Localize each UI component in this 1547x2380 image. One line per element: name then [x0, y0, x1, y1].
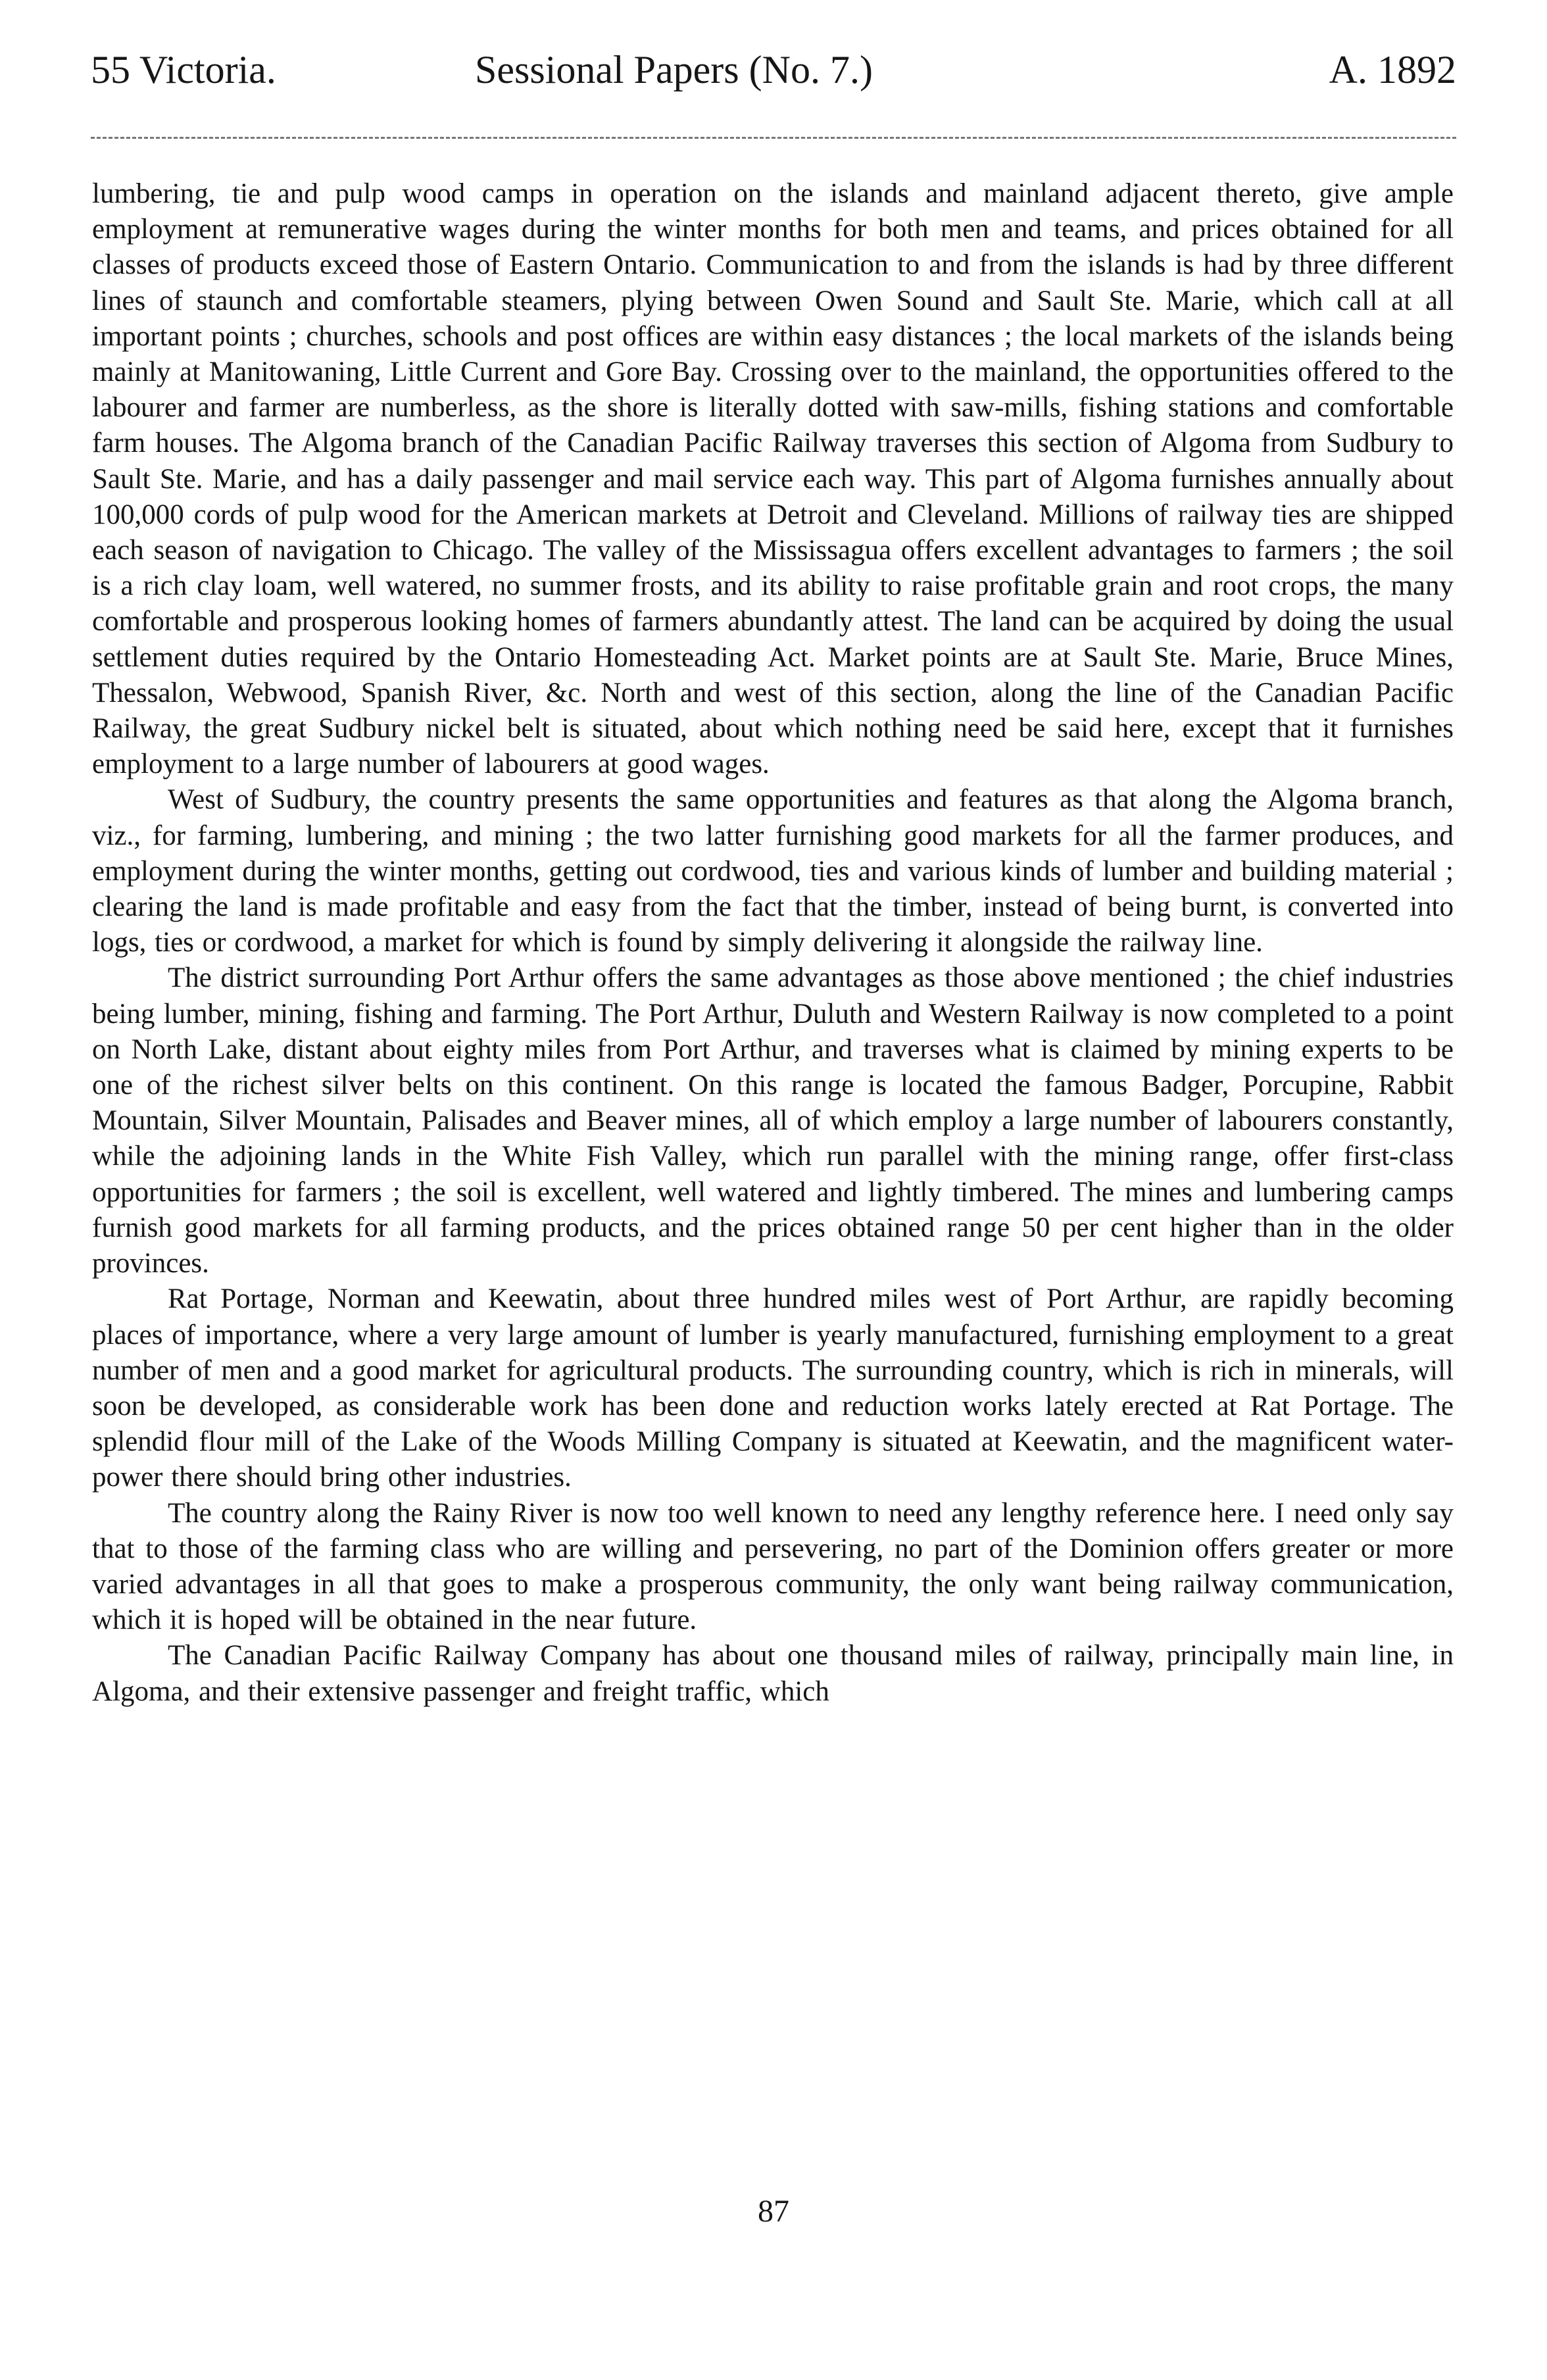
- header-sessional-papers: Sessional Papers (No. 7.): [475, 48, 873, 91]
- paragraph-canadian-pacific: The Canadian Pacific Railway Company has about one thousand miles of railway, principally main line, in Algoma, and their extensive passenger and freight traffic, which: [92, 1640, 1454, 1707]
- body-text: [92, 176, 1454, 1710]
- header-volume: 55 Victoria.: [91, 48, 276, 91]
- header-year: A. 1892: [1329, 48, 1456, 91]
- paragraph-continued: lumbering, tie and pulp wood camps in operation on the islands and mainland adjacent thereto, give ample employment at remunerative wages during the winter months for both men and teams, and prices obtained for all classes of products exceed those of Eastern Ontario. Communication to and from the islands is had by three different lines of staunch and comfortable steamers, plying between Owen Sound and Sault Ste. Marie, which call at all important points ; churches, schools and post offices are within easy distances ; the local markets of the islands being mainly at Manitowaning, Little Current and Gore Bay. Crossing over to the mainland, the opportunities offered to the labourer and farmer are numberless, as the shore is literally dotted with saw-mills, fishing stations and comfortable farm houses. The Algoma branch of the Canadian Pacific Railway traverses this section of Algoma from Sudbury to Sault Ste. Marie, and has a daily passenger and mail service each way. This part of Algoma furnishes annually about 100,000 cords of pulp wood for the American markets at Detroit and Cleveland. Millions of railway ties are shipped each season of navigation to Chicago. The valley of the Mississagua offers excellent advantages to farmers ; the soil is a rich clay loam, well watered, no summer frosts, and its ability to raise profitable grain and root crops, the many comfortable and prosperous looking homes of farmers abundantly attest. The land can be acquired by doing the usual settlement duties required by the Ontario Homesteading Act. Market points are at Sault Ste. Marie, Bruce Mines, Thessalon, Webwood, Spanish River, &c. North and west of this section, along the line of the Canadian Pacific Railway, the great Sudbury nickel belt is situated, about which nothing need be said here, except that it furnishes employment to a large number of labourers at good wages.: [92, 178, 1454, 780]
- paragraph-west-of-sudbury: West of Sudbury, the country presents the same opportunities and features as that along the Algoma branch, viz., for farming, lumbering, and mining ; the two latter furnishing good markets for all the farmer produces, and employment during the winter months, getting out cordwood, ties and various kinds of lumber and building material ; clearing the land is made profitable and easy from the fact that the timber, instead of being burnt, is converted into logs, ties or cordwood, a market for which is found by simply delivering it alongside the railway line.: [92, 784, 1454, 958]
- paragraph-port-arthur: The district surrounding Port Arthur offers the same advantages as those above mentioned ; the chief industries being lumber, mining, fishing and farming. The Port Arthur, Duluth and Western Railway is now completed to a point on North Lake, distant about eighty miles from Port Arthur, and traverses what is claimed by mining experts to be one of the richest silver belts on this continent. On this range is located the famous Badger, Porcupine, Rabbit Mountain, Silver Mountain, Palisades and Beaver mines, all of which employ a large number of labourers constantly, while the adjoining lands in the White Fish Valley, which run parallel with the mining range, offer first-class opportunities for farmers ; the soil is excellent, well watered and lightly timbered. The mines and lumbering camps furnish good markets for all farming products, and the prices obtained range 50 per cent higher than in the older provinces.: [92, 962, 1454, 1279]
- paragraph-rainy-river: The country along the Rainy River is now too well known to need any lengthy reference here. I need only say that to those of the farming class who are willing and persevering, no part of the Dominion offers greater or more varied advantages in all that goes to make a prosperous community, the only want being railway communication, which it is hoped will be obtained in the near future.: [92, 1497, 1454, 1636]
- header-rule: [91, 137, 1456, 139]
- paragraph-rat-portage: Rat Portage, Norman and Keewatin, about three hundred miles west of Port Arthur, are rapidly becoming places of importance, where a very large amount of lumber is yearly manufactured, furnishing employment to a great number of men and a good market for agricultural products. The surrounding country, which is rich in minerals, will soon be developed, as considerable work has been done and reduction works lately erected at Rat Portage. The splendid flour mill of the Lake of the Woods Milling Company is situated at Keewatin, and the magnificent water-power there should bring other industries.: [92, 1283, 1454, 1493]
- page-number: 87: [758, 2194, 789, 2229]
- running-head: [91, 43, 1456, 96]
